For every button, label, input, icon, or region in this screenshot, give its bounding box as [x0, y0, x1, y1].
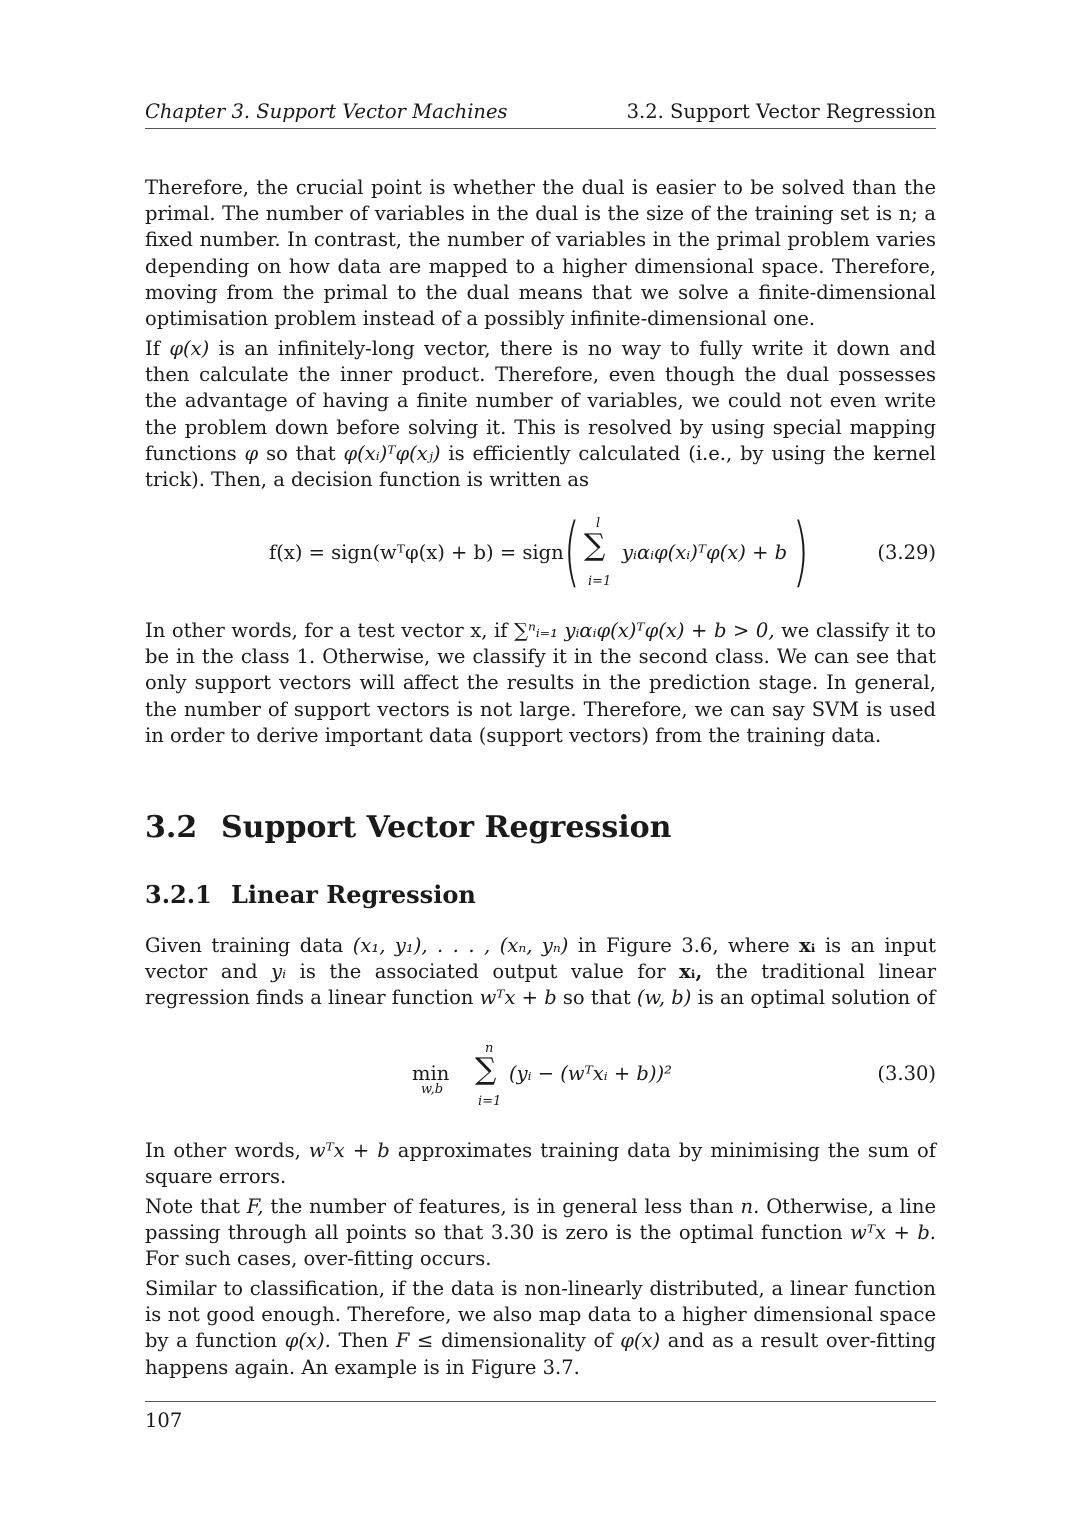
p4-text-f: so that	[562, 986, 631, 1010]
p4-linear-fn: wᵀx + b	[479, 986, 557, 1010]
p6-n: n.	[740, 1195, 760, 1218]
paragraph-1: Therefore, the crucial point is whether the dual is easier to be solved than the primal. The number of variables in the dual is the size of the training set is n; a fixed number. In contrast, the number of variables in the primal problem varies depending on how data are mapped to a higher dimensional space. Therefore, moving from the primal to the dual means that we solve a finite-dimensional optimisation problem instead of a possibly infinite-dimensional one.	[145, 176, 936, 331]
section-number: 3.2	[145, 810, 198, 845]
p3-text-b: we classify it to be in the class 1. Otherwise, we classify it in the second class. We can see that only support vectors will affect the results in the prediction stage. In general, the number of support vectors is not large. Therefore, we can say SVM is used in order to derive important data (support vectors) from the training data.	[145, 619, 936, 747]
subsection-number: 3.2.1	[145, 880, 212, 909]
subsection-title: Linear Regression	[231, 880, 476, 909]
p2-text-d: is efficiently calculated (i.e., by using the kernel trick). Then, a decision function is written as	[145, 441, 937, 492]
p5-linear-fn: wᵀx + b	[308, 1139, 390, 1162]
eq329-lhs: f(x) = sign(wᵀφ(x) + b) = sign	[269, 541, 564, 564]
running-header	[145, 100, 936, 129]
p6-F: F,	[246, 1195, 264, 1218]
paragraph-5	[145, 1138, 936, 1190]
section-title: Support Vector Regression	[221, 810, 672, 845]
p6-text-d: For such cases, over-fitting occurs.	[145, 1247, 492, 1271]
paragraph-7	[145, 1276, 936, 1381]
eq330-sum-top: n	[485, 1041, 494, 1056]
p4-text-b: in Figure 3.6, where	[577, 934, 790, 957]
p4-text-d: is the associated output value for	[299, 960, 666, 984]
paragraph-4	[145, 933, 936, 1012]
p4-xi-2: xᵢ,	[679, 960, 703, 984]
p6-text-c: Otherwise, a line passing through all points so that 3.30 is zero is the optimal function	[145, 1195, 937, 1245]
p4-training-data: (x₁, y₁), . . . , (xₙ, yₙ)	[352, 934, 569, 957]
p2-text-c: so that	[266, 441, 336, 465]
eq330-sigma: ∑	[475, 1052, 497, 1087]
header-chapter: Chapter 3. Support Vector Machines	[145, 100, 508, 123]
p4-text-a: Given training data	[145, 934, 344, 957]
paragraph-2	[145, 336, 936, 493]
eq329-body: yᵢαᵢφ(xᵢ)ᵀφ(x) + b	[622, 541, 788, 564]
eq330-min-sub: w,b	[421, 1082, 444, 1097]
equation-3-29	[145, 506, 936, 595]
eq329-right-paren: )	[792, 506, 809, 595]
p2-text-b: is an infinitely-long vector, there is no way to fully write it down and then calculate the inner product. Therefore, even though the dual possesses the advantage of having a finite number of variables, we could not even write the problem down before solving it. This is resolved by using special mapping functions	[145, 337, 937, 465]
paragraph-3	[145, 618, 936, 749]
eq329-sum-top: l	[596, 516, 601, 531]
eq330-number: (3.30)	[877, 1062, 936, 1085]
p5-text-b: approximates training data by minimising the sum of square errors.	[145, 1139, 936, 1189]
p6-linear-fn: wᵀx + b.	[850, 1221, 936, 1245]
p6-text-b: the number of features, is in general less than	[270, 1195, 734, 1218]
eq330-min: min	[412, 1062, 450, 1085]
p4-text-e: the traditional linear regression finds a linear function	[145, 960, 937, 1010]
p6-text-a: Note that	[145, 1195, 240, 1218]
p2-phi: φ	[244, 441, 259, 465]
eq329-number: (3.29)	[877, 541, 936, 564]
p7-text-d: and as a result over-fitting happens again. An example is in Figure 3.7.	[145, 1329, 936, 1379]
p7-phi-x: φ(x).	[284, 1329, 331, 1353]
subsection-heading	[145, 880, 476, 909]
eq329-left-paren: (	[563, 506, 580, 595]
p2-text-a: If	[145, 337, 160, 360]
section-heading	[145, 810, 671, 845]
eq329-sigma: ∑	[584, 528, 606, 563]
p3-decision-expr: ∑ⁿᵢ₌₁ yᵢαᵢφ(x)ᵀφ(x) + b > 0,	[514, 619, 775, 642]
p7-text-c: dimensionality of	[441, 1329, 613, 1353]
p3-text-a: In other words, for a test vector x, if	[145, 619, 508, 642]
p4-xi: xᵢ	[799, 934, 816, 957]
header-section: 3.2. Support Vector Regression	[626, 100, 936, 123]
eq330-body: (yᵢ − (wᵀxᵢ + b))²	[509, 1062, 672, 1085]
p5-text-a: In other words,	[145, 1139, 301, 1162]
p4-wb: (w, b)	[636, 986, 692, 1010]
paragraph-6	[145, 1194, 936, 1273]
p7-F-le: F ≤	[395, 1329, 434, 1353]
p7-text-a: Similar to classification, if the data is non-linearly distributed, a linear function is not good enough. Therefore, we also map data to a higher dimensional space by a function	[145, 1277, 936, 1353]
p7-text-b: Then	[338, 1329, 389, 1353]
p2-phi-x: φ(x)	[169, 337, 210, 360]
page-number: 107	[145, 1409, 183, 1432]
p4-text-g: is an optimal solution of	[697, 986, 936, 1010]
p4-text-c: is an input vector and	[145, 934, 936, 984]
p7-phi-x-2: φ(x)	[620, 1329, 661, 1353]
p4-yi: yᵢ	[271, 960, 287, 984]
equation-3-30	[145, 1040, 936, 1112]
eq330-sum-bottom: i=1	[478, 1094, 502, 1109]
p2-kernel-expr: φ(xᵢ)ᵀφ(xⱼ)	[343, 441, 441, 465]
footer-divider	[145, 1401, 936, 1402]
eq329-sum-bottom: i=1	[588, 574, 612, 589]
